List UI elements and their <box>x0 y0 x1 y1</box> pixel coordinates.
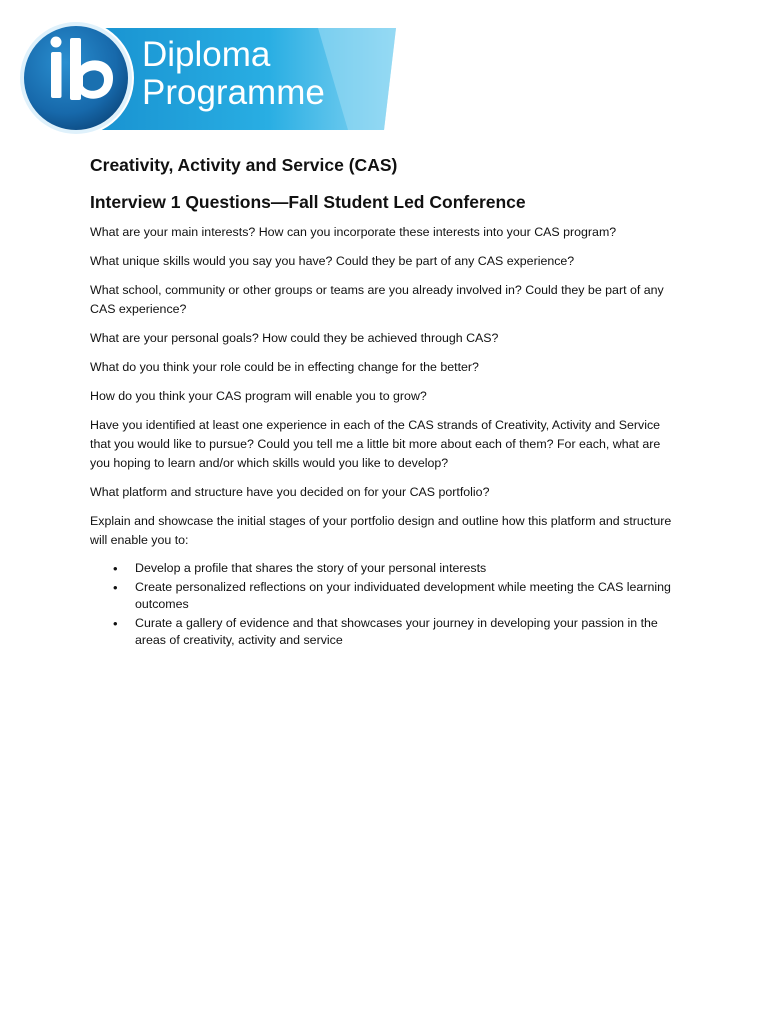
logo-line-programme: Programme <box>142 73 325 112</box>
question-1: What are your main interests? How can you incorporate these interests into your CAS program? <box>90 225 617 239</box>
question-4: What are your personal goals? How could they be achieved through CAS? <box>90 331 499 345</box>
question-9: Explain and showcase the initial stages of your portfolio design and outline how this platform and structure will enable you to: <box>90 514 672 547</box>
question-2: What unique skills would you say you have? Could they be part of any CAS experience? <box>90 254 575 268</box>
logo-wordmark <box>142 36 325 112</box>
document-title: Creativity, Activity and Service (CAS) <box>90 155 398 175</box>
bullet-item: • Curate a gallery of evidence and that showcases your journey in developing your passion in the areas of creativity, activity and service <box>135 615 682 650</box>
bullet-item: • Create personalized reflections on your individuated development while meeting the CAS learning outcomes <box>135 579 682 614</box>
ib-diploma-logo <box>18 18 400 138</box>
question-8: What platform and structure have you decided on for your CAS portfolio? <box>90 485 490 499</box>
document-subtitle: Interview 1 Questions—Fall Student Led Conference <box>90 192 526 212</box>
bullet-item: • Develop a profile that shares the story of your personal interests <box>135 560 682 578</box>
logo-line-diploma: Diploma <box>142 35 271 74</box>
question-3: What school, community or other groups or teams are you already involved in? Could they be part of any CAS experience? <box>90 283 664 316</box>
question-6: How do you think your CAS program will enable you to grow? <box>90 389 427 403</box>
question-5: What do you think your role could be in effecting change for the better? <box>90 360 479 374</box>
portfolio-bullet-list <box>90 560 682 650</box>
document-body <box>90 150 682 651</box>
question-7: Have you identified at least one experience in each of the CAS strands of Creativity, Activity and Service that you would like to pursue? Could you tell me a little bit more about each of them? For each, what are you hoping to learn and/or which skills would you like to develop? <box>90 418 661 470</box>
